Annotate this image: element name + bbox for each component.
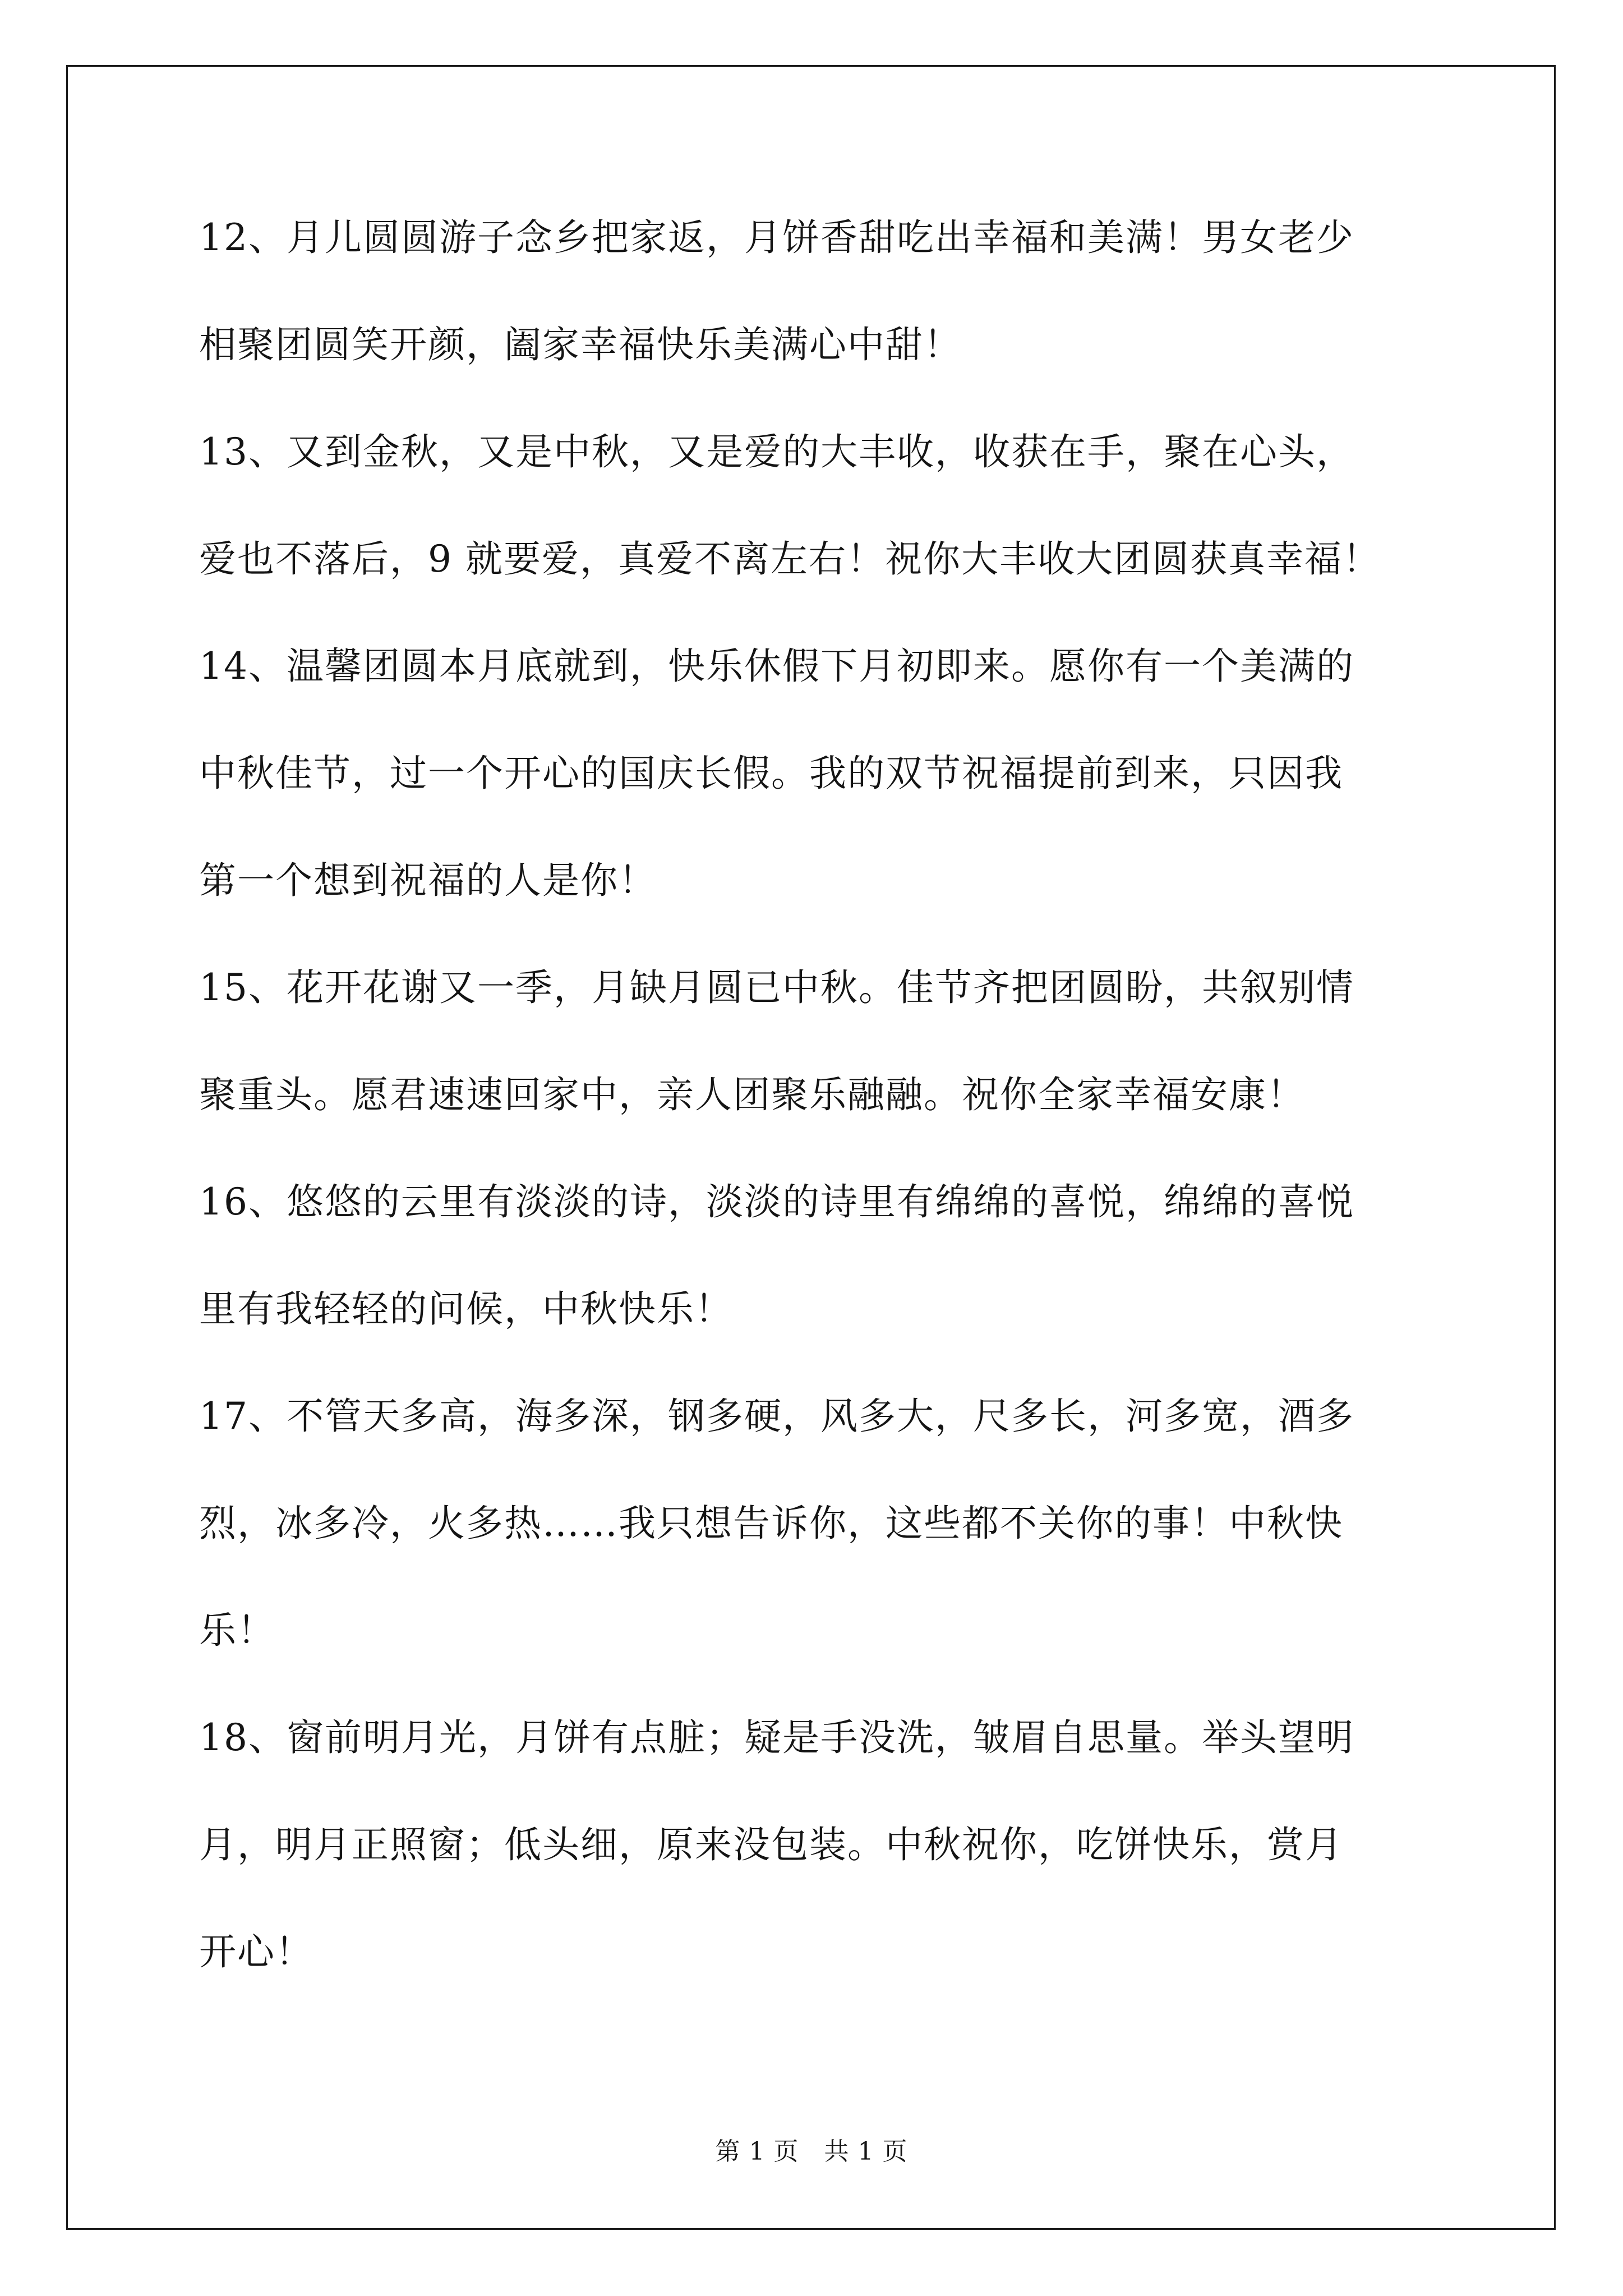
text-line: 里有我轻轻的问候，中秋快乐！	[199, 1287, 733, 1331]
text-line: 17、不管天多高，海多深，钢多硬，风多大，尺多长，河多宽，酒多	[199, 1395, 1354, 1438]
text-line: 13、又到金秋，又是中秋，又是爱的大丰收，收获在手，聚在心头，	[199, 430, 1354, 473]
text-line: 12、月儿圆圆游子念乡把家返，月饼香甜吃出幸福和美满！男女老少	[199, 216, 1354, 259]
text-line: 爱也不落后，9 就要爱，真爱不离左右！祝你大丰收大团圆获真幸福！	[199, 537, 1381, 581]
text-line: 18、窗前明月光，月饼有点脏；疑是手没洗，皱眉自思量。举头望明	[199, 1716, 1354, 1759]
text-line: 烈，冰多冷，火多热……我只想告诉你，这些都不关你的事！中秋快	[199, 1502, 1343, 1545]
text-line: 月，明月正照窗；低头细，原来没包装。中秋祝你，吃饼快乐，赏月	[199, 1823, 1343, 1866]
text-line: 16、悠悠的云里有淡淡的诗，淡淡的诗里有绵绵的喜悦，绵绵的喜悦	[199, 1180, 1354, 1223]
text-line: 相聚团圆笑开颜，阖家幸福快乐美满心中甜！	[199, 323, 962, 366]
text-line: 14、温馨团圆本月底就到，快乐休假下月初即来。愿你有一个美满的	[199, 645, 1354, 688]
document-body	[199, 211, 1478, 2032]
text-line: 15、花开花谢又一季，月缺月圆已中秋。佳节齐把团圆盼，共叙别情	[199, 966, 1354, 1009]
text-line: 乐！	[199, 1609, 275, 1652]
text-line: 开心！	[199, 1930, 313, 1973]
text-line: 第一个想到祝福的人是你！	[199, 859, 657, 902]
page-number: 第 1 页 共 1 页	[715, 2137, 908, 2166]
text-line: 聚重头。愿君速速回家中，亲人团聚乐融融。祝你全家幸福安康！	[199, 1073, 1305, 1116]
text-line: 中秋佳节，过一个开心的国庆长假。我的双节祝福提前到来，只因我	[199, 752, 1343, 795]
